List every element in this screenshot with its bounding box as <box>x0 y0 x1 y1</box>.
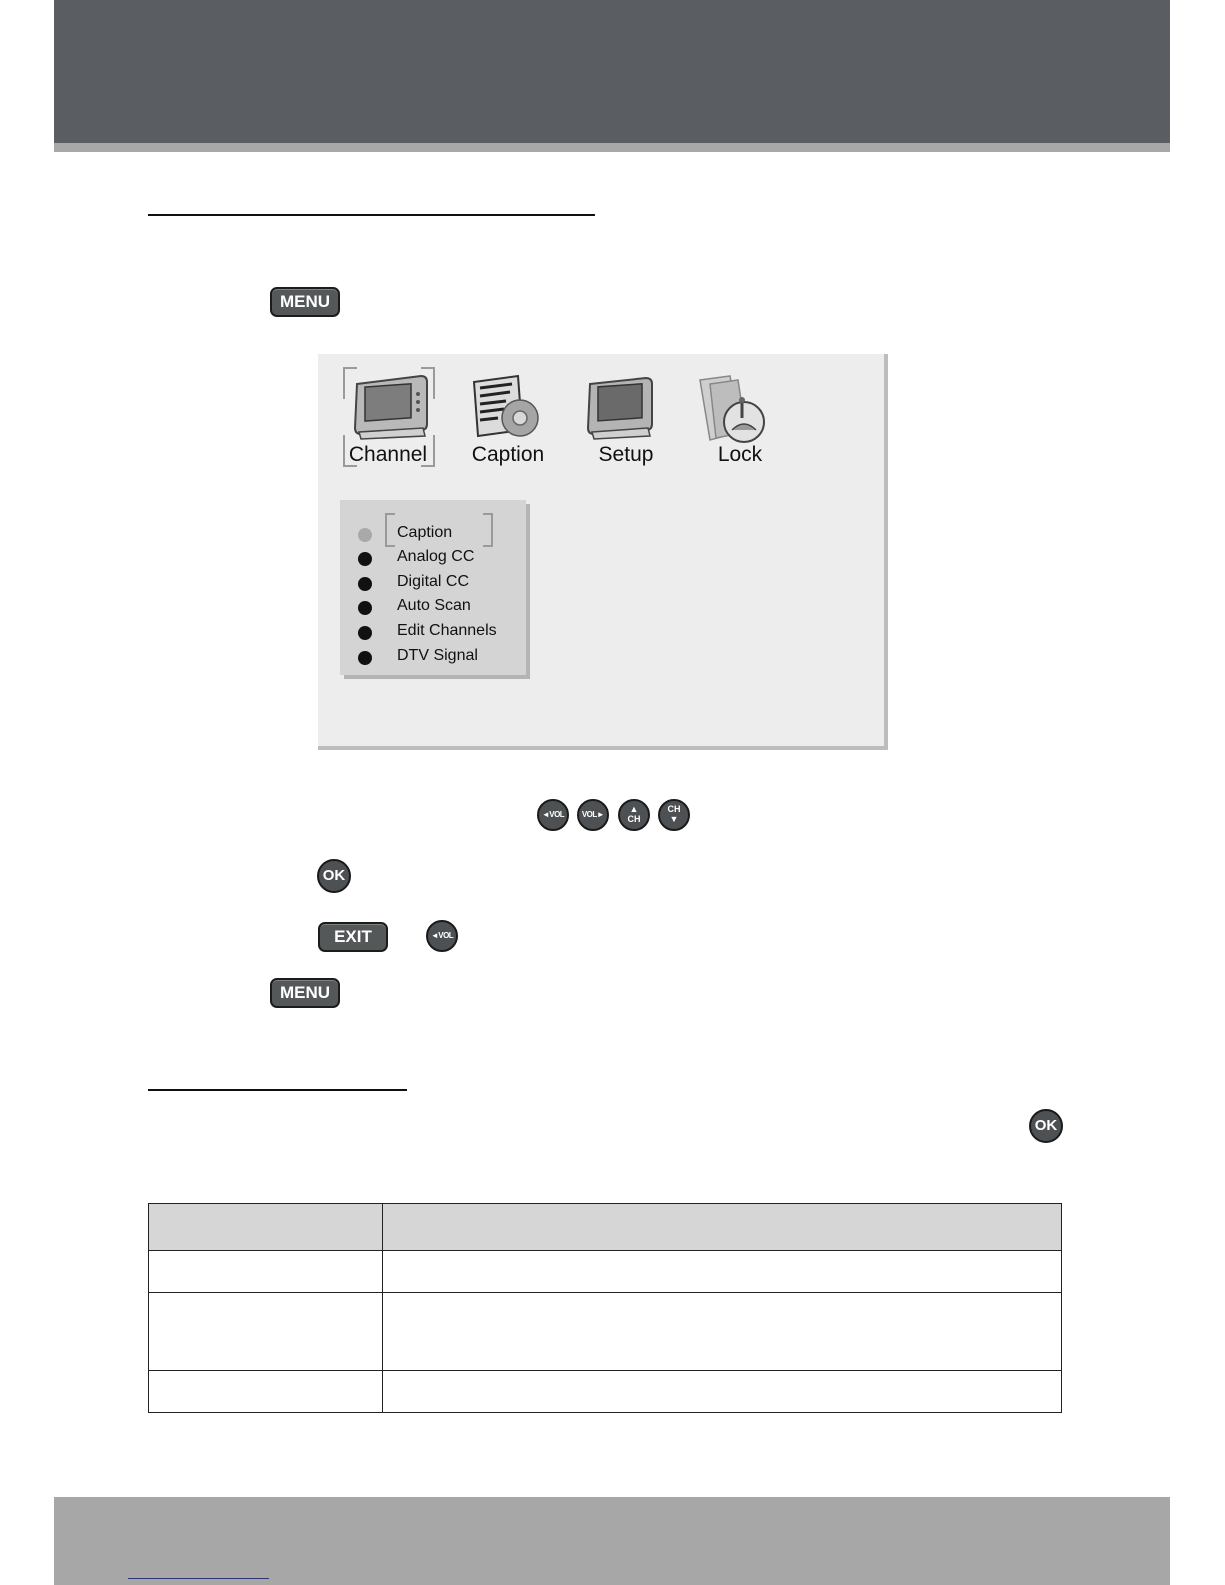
arrow-up-icon: ▲ <box>629 804 639 814</box>
bullet-icon <box>358 651 372 665</box>
exit-key-icon: EXIT <box>318 922 388 952</box>
submenu-item-label: Caption <box>397 524 453 541</box>
section-rule-2 <box>148 1089 407 1091</box>
bullet-icon <box>358 528 372 542</box>
menu-tab-channel[interactable]: Channel <box>348 443 428 466</box>
submenu-item-label: Analog CC <box>397 548 475 565</box>
ch-label: CH <box>667 804 681 814</box>
vol-left-key-icon: ◄VOL <box>426 920 458 952</box>
table-header-cell <box>383 1204 1062 1251</box>
table-cell <box>383 1370 1062 1412</box>
menu-key-icon: MENU <box>270 287 340 317</box>
submenu-item-label: Edit Channels <box>397 622 497 639</box>
settings-table <box>148 1203 1062 1413</box>
submenu-item-label: Digital CC <box>397 573 470 590</box>
ok-key-icon: OK <box>1029 1109 1063 1143</box>
table-row <box>149 1251 1062 1293</box>
page-footer-band <box>54 1497 1170 1585</box>
menu-tab-caption[interactable]: Caption <box>471 443 545 466</box>
channel-submenu <box>340 500 526 675</box>
submenu-item-label: DTV Signal <box>397 647 478 664</box>
selection-bracket <box>385 513 395 547</box>
vol-left-key-icon: ◄VOL <box>537 799 569 831</box>
selection-bracket <box>483 513 493 547</box>
bullet-icon <box>358 577 372 591</box>
menu-tab-setup[interactable]: Setup <box>598 443 654 466</box>
ch-label: CH <box>627 814 641 824</box>
tv-icon[interactable] <box>351 372 431 440</box>
table-cell <box>149 1251 383 1293</box>
menu-key-icon: MENU <box>270 978 340 1008</box>
footer-link[interactable] <box>128 1578 269 1579</box>
lock-icon[interactable] <box>696 374 776 444</box>
table-cell <box>383 1251 1062 1293</box>
table-header-cell <box>149 1204 383 1251</box>
table-cell <box>149 1370 383 1412</box>
page-header-strip <box>54 143 1170 152</box>
vol-right-key-icon: VOL► <box>577 799 609 831</box>
arrow-down-icon: ▼ <box>669 814 679 824</box>
ch-down-key-icon <box>658 799 690 831</box>
tv-menu-screenshot <box>318 354 888 750</box>
setup-icon[interactable] <box>582 374 662 442</box>
submenu-item-label: Auto Scan <box>397 597 471 614</box>
bullet-icon <box>358 626 372 640</box>
bullet-icon <box>358 552 372 566</box>
page-header-band <box>54 0 1170 143</box>
caption-icon[interactable] <box>468 374 548 442</box>
table-cell <box>383 1293 1062 1370</box>
table-row <box>149 1370 1062 1412</box>
ok-key-icon: OK <box>317 859 351 893</box>
menu-tab-lock[interactable]: Lock <box>717 443 763 466</box>
section-rule-1 <box>148 214 595 216</box>
table-row <box>149 1293 1062 1370</box>
table-cell <box>149 1293 383 1370</box>
ch-up-key-icon <box>618 799 650 831</box>
bullet-icon <box>358 601 372 615</box>
